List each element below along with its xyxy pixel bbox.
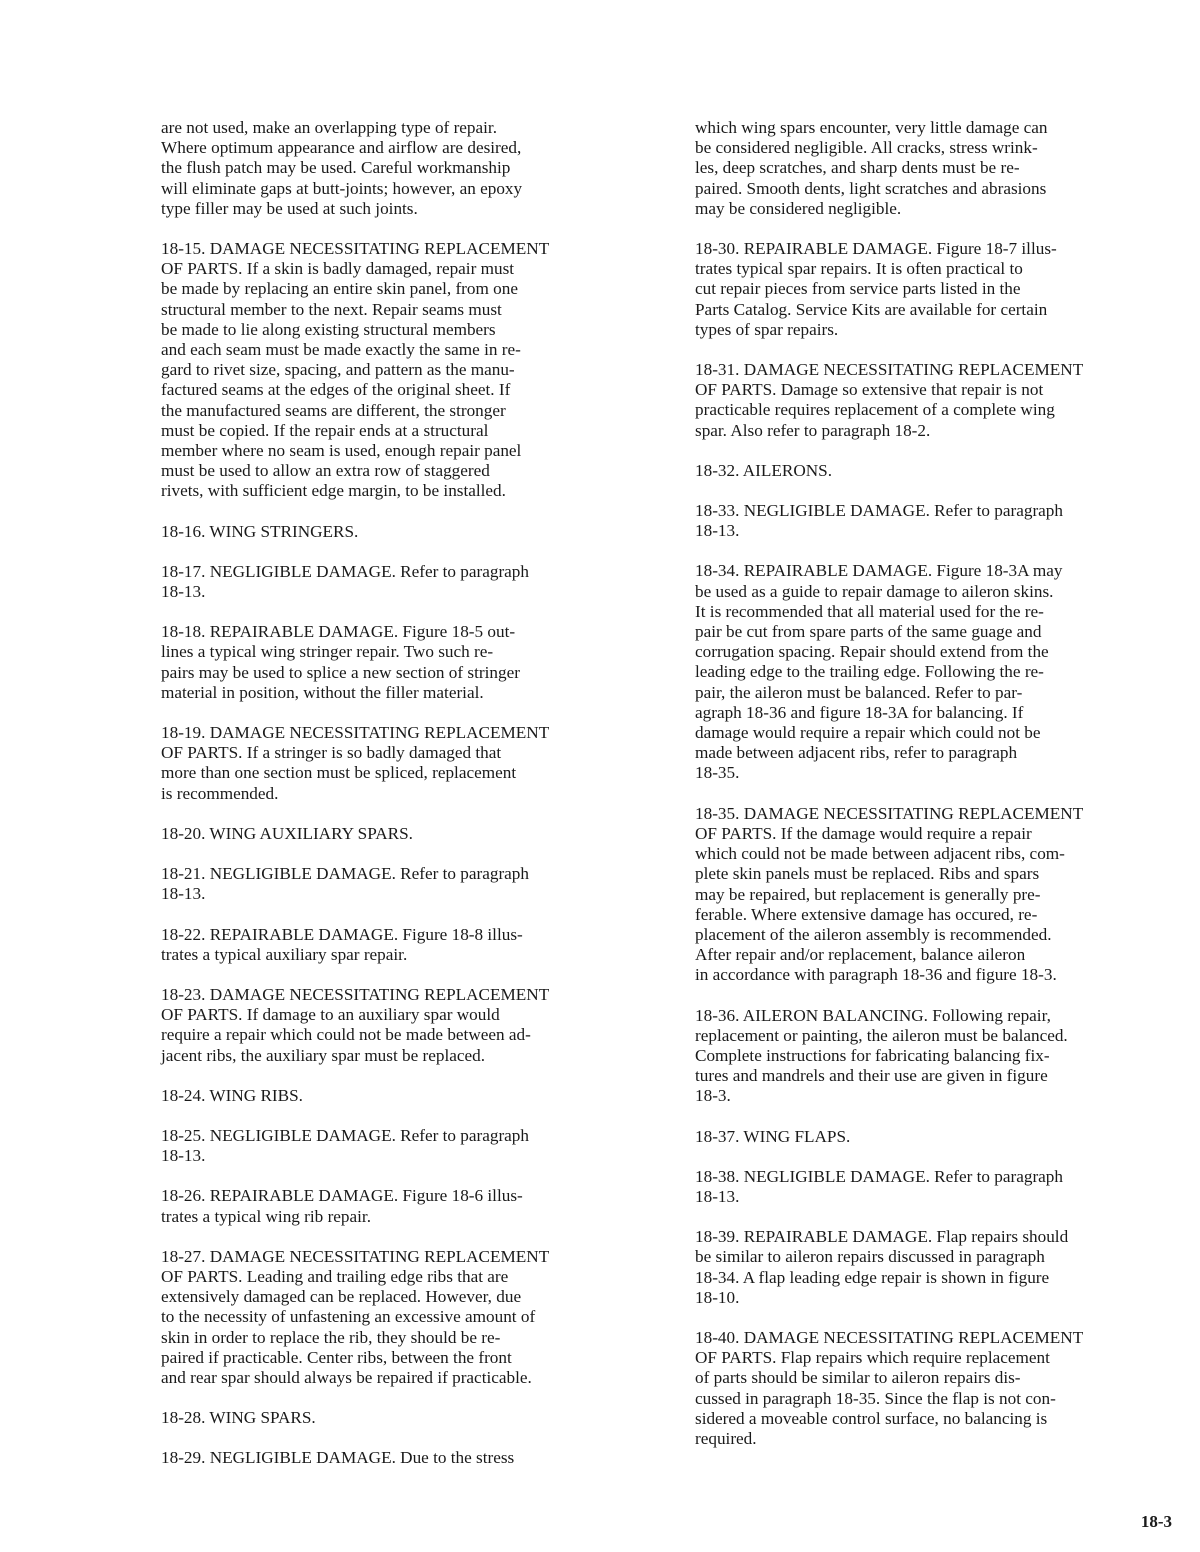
- text-line: lines a typical wing stringer repair. Two such re-: [161, 642, 494, 662]
- text-line: paired if practicable. Center ribs, between the front: [161, 1347, 512, 1367]
- text-line: 18-10.: [695, 1287, 740, 1307]
- text-line: OF PARTS. If a skin is badly damaged, repair must: [161, 259, 515, 279]
- text-line: to the necessity of unfastening an excessive amount of: [161, 1307, 536, 1327]
- text-line: plete skin panels must be replaced. Ribs and spars: [695, 864, 1040, 884]
- text-line: leading edge to the trailing edge. Following the re-: [695, 662, 1044, 682]
- text-line: be similar to aileron repairs discussed in paragraph: [695, 1247, 1045, 1267]
- paragraph: [161, 1086, 661, 1106]
- text-line: are not used, make an overlapping type of repair.: [161, 118, 497, 137]
- text-line: require a repair which could not be made between ad-: [161, 1025, 531, 1045]
- text-line: 18-30. REPAIRABLE DAMAGE. Figure 18-7 illus-: [695, 239, 1057, 259]
- text-line: type filler may be used at such joints.: [161, 198, 418, 218]
- text-line: trates a typical wing rib repair.: [161, 1206, 371, 1226]
- text-line: and each seam must be made exactly the same in re-: [161, 340, 521, 360]
- text-line: 18-34. A flap leading edge repair is shown in figure: [695, 1267, 1050, 1287]
- text-line: 18-35.: [695, 763, 740, 783]
- text-line: 18-13.: [695, 1186, 740, 1206]
- paragraph: [695, 561, 1190, 783]
- text-line: 18-20. WING AUXILIARY SPARS.: [161, 823, 413, 843]
- paragraph: [161, 562, 661, 602]
- text-line: practicable requires replacement of a complete wing: [695, 400, 1055, 420]
- text-line: trates typical spar repairs. It is often practical to: [695, 259, 1023, 279]
- paragraph: [161, 1448, 661, 1468]
- text-line: 18-40. DAMAGE NECESSITATING REPLACEMENT: [695, 1327, 1084, 1347]
- text-line: pair be cut from spare parts of the same guage and: [695, 622, 1042, 642]
- text-line: damage would require a repair which could not be: [695, 723, 1041, 743]
- paragraph: [161, 239, 661, 502]
- text-line: 18-31. DAMAGE NECESSITATING REPLACEMENT: [695, 360, 1084, 380]
- text-line: types of spar repairs.: [695, 319, 839, 339]
- text-line: jacent ribs, the auxiliary spar must be replaced.: [161, 1045, 486, 1065]
- text-line: the manufactured seams are different, the stronger: [161, 400, 506, 420]
- paragraph: [161, 864, 661, 904]
- text-line: 18-33. NEGLIGIBLE DAMAGE. Refer to paragraph: [695, 501, 1063, 521]
- text-line: be considered negligible. All cracks, stress wrink-: [695, 138, 1038, 158]
- text-line: will eliminate gaps at butt-joints; however, an epoxy: [161, 178, 523, 198]
- text-line: It is recommended that all material used for the re-: [695, 601, 1044, 621]
- paragraph: [161, 118, 661, 219]
- text-line: 18-37. WING FLAPS.: [695, 1126, 851, 1146]
- text-line: cut repair pieces from service parts listed in the: [695, 279, 1021, 299]
- paragraph: [695, 1328, 1190, 1449]
- text-line: pair, the aileron must be balanced. Refer to par-: [695, 682, 1023, 702]
- text-line: After repair and/or replacement, balance aileron: [695, 945, 1026, 965]
- text-line: factured seams at the edges of the original sheet. If: [161, 380, 511, 400]
- paragraph: [161, 925, 661, 965]
- text-line: be made by replacing an entire skin panel, from one: [161, 279, 518, 299]
- text-line: extensively damaged can be replaced. However, due: [161, 1287, 522, 1307]
- text-line: in accordance with paragraph 18-36 and figure 18-3.: [695, 965, 1057, 985]
- paragraph: [695, 804, 1190, 986]
- text-line: ferable. Where extensive damage has occured, re-: [695, 904, 1038, 924]
- text-line: tures and mandrels and their use are given in figure: [695, 1066, 1048, 1086]
- text-line: paired. Smooth dents, light scratches and abrasions: [695, 178, 1047, 198]
- text-line: sidered a moveable control surface, no balancing is: [695, 1408, 1048, 1428]
- text-line: placement of the aileron assembly is recommended.: [695, 924, 1052, 944]
- text-line: 18-13.: [161, 582, 206, 602]
- paragraph: [695, 1167, 1190, 1207]
- text-line: OF PARTS. If damage to an auxiliary spar would: [161, 1005, 500, 1025]
- text-line: 18-29. NEGLIGIBLE DAMAGE. Due to the stress: [161, 1448, 515, 1468]
- text-line: trates a typical auxiliary spar repair.: [161, 944, 408, 964]
- text-line: replacement or painting, the aileron must be balanced.: [695, 1025, 1068, 1045]
- page-number: 18-3: [1140, 1512, 1172, 1531]
- text-line: 18-35. DAMAGE NECESSITATING REPLACEMENT: [695, 803, 1084, 823]
- text-line: 18-21. NEGLIGIBLE DAMAGE. Refer to paragraph: [161, 864, 529, 884]
- text-line: OF PARTS. Damage so extensive that repair is not: [695, 380, 1044, 400]
- text-line: Where optimum appearance and airflow are desired,: [161, 138, 522, 158]
- text-line: agraph 18-36 and figure 18-3A for balancing. If: [695, 702, 1024, 722]
- paragraph: [695, 501, 1190, 541]
- paragraph: [161, 1186, 661, 1226]
- text-line: 18-18. REPAIRABLE DAMAGE. Figure 18-5 out-: [161, 622, 516, 642]
- left-column: [161, 118, 661, 1489]
- paragraph: [161, 824, 661, 844]
- text-line: spar. Also refer to paragraph 18-2.: [695, 420, 931, 440]
- text-line: 18-24. WING RIBS.: [161, 1085, 303, 1105]
- text-line: be made to lie along existing structural members: [161, 319, 496, 339]
- text-line: OF PARTS. Leading and trailing edge ribs that are: [161, 1266, 509, 1286]
- text-line: 18-26. REPAIRABLE DAMAGE. Figure 18-6 illus-: [161, 1186, 523, 1206]
- text-line: 18-3.: [695, 1086, 731, 1106]
- paragraph: [695, 239, 1190, 340]
- text-line: corrugation spacing. Repair should extend from the: [695, 642, 1049, 662]
- text-line: made between adjacent ribs, refer to paragraph: [695, 743, 1018, 763]
- text-line: may be considered negligible.: [695, 198, 902, 218]
- text-line: 18-34. REPAIRABLE DAMAGE. Figure 18-3A may: [695, 561, 1063, 581]
- text-line: 18-23. DAMAGE NECESSITATING REPLACEMENT: [161, 984, 550, 1004]
- text-line: structural member to the next. Repair seams must: [161, 299, 502, 319]
- text-line: be used as a guide to repair damage to aileron skins.: [695, 581, 1054, 601]
- text-line: 18-13.: [695, 521, 740, 541]
- text-line: 18-16. WING STRINGERS.: [161, 521, 359, 541]
- text-line: 18-36. AILERON BALANCING. Following repair,: [695, 1005, 1051, 1025]
- text-line: 18-13.: [161, 884, 206, 904]
- text-line: must be used to allow an extra row of staggered: [161, 461, 490, 481]
- text-line: 18-17. NEGLIGIBLE DAMAGE. Refer to paragraph: [161, 561, 529, 581]
- text-line: and rear spar should always be repaired if practicable.: [161, 1367, 532, 1387]
- text-line: the flush patch may be used. Careful workmanship: [161, 158, 511, 178]
- paragraph: [161, 985, 661, 1066]
- paragraph: [695, 461, 1190, 481]
- text-line: gard to rivet size, spacing, and pattern as the manu-: [161, 360, 515, 380]
- text-line: of parts should be similar to aileron repairs dis-: [695, 1368, 1021, 1388]
- text-line: les, deep scratches, and sharp dents must be re-: [695, 158, 1020, 178]
- paragraph: [695, 1006, 1190, 1107]
- right-column: [695, 118, 1190, 1469]
- text-line: OF PARTS. Flap repairs which require replacement: [695, 1348, 1050, 1368]
- text-line: more than one section must be spliced, replacement: [161, 763, 517, 783]
- text-line: cussed in paragraph 18-35. Since the flap is not con-: [695, 1388, 1056, 1408]
- paragraph: [161, 522, 661, 542]
- text-line: is recommended.: [161, 783, 279, 803]
- text-line: pairs may be used to splice a new section of stringer: [161, 662, 520, 682]
- text-line: 18-19. DAMAGE NECESSITATING REPLACEMENT: [161, 723, 550, 743]
- paragraph: [695, 1227, 1190, 1308]
- paragraph: [161, 1247, 661, 1388]
- text-line: 18-32. AILERONS.: [695, 460, 833, 480]
- text-line: 18-13.: [161, 1146, 206, 1166]
- text-line: 18-38. NEGLIGIBLE DAMAGE. Refer to paragraph: [695, 1166, 1063, 1186]
- text-line: 18-28. WING SPARS.: [161, 1408, 316, 1428]
- paragraph: [161, 1126, 661, 1166]
- text-line: required.: [695, 1428, 757, 1448]
- text-line: must be copied. If the repair ends at a structural: [161, 420, 489, 440]
- text-line: rivets, with sufficient edge margin, to be installed.: [161, 481, 506, 501]
- paragraph: [161, 1408, 661, 1428]
- text-line: Parts Catalog. Service Kits are available for certain: [695, 299, 1048, 319]
- paragraph: [161, 723, 661, 804]
- paragraph: [695, 360, 1190, 441]
- text-line: 18-27. DAMAGE NECESSITATING REPLACEMENT: [161, 1246, 550, 1266]
- text-line: 18-22. REPAIRABLE DAMAGE. Figure 18-8 illus-: [161, 924, 523, 944]
- text-line: skin in order to replace the rib, they should be re-: [161, 1327, 501, 1347]
- text-line: which could not be made between adjacent ribs, com-: [695, 844, 1065, 864]
- text-line: may be repaired, but replacement is generally pre-: [695, 884, 1041, 904]
- paragraph: [695, 118, 1190, 219]
- paragraph: [161, 622, 661, 703]
- text-line: 18-39. REPAIRABLE DAMAGE. Flap repairs should: [695, 1227, 1069, 1247]
- paragraph: [695, 1127, 1190, 1147]
- text-line: OF PARTS. If the damage would require a repair: [695, 823, 1032, 843]
- text-line: 18-25. NEGLIGIBLE DAMAGE. Refer to paragraph: [161, 1125, 529, 1145]
- text-line: member where no seam is used, enough repair panel: [161, 441, 522, 461]
- text-line: OF PARTS. If a stringer is so badly damaged that: [161, 743, 502, 763]
- text-line: 18-15. DAMAGE NECESSITATING REPLACEMENT: [161, 239, 550, 259]
- text-line: material in position, without the filler material.: [161, 682, 484, 702]
- text-line: Complete instructions for fabricating balancing fix-: [695, 1045, 1050, 1065]
- text-line: which wing spars encounter, very little damage can: [695, 118, 1048, 137]
